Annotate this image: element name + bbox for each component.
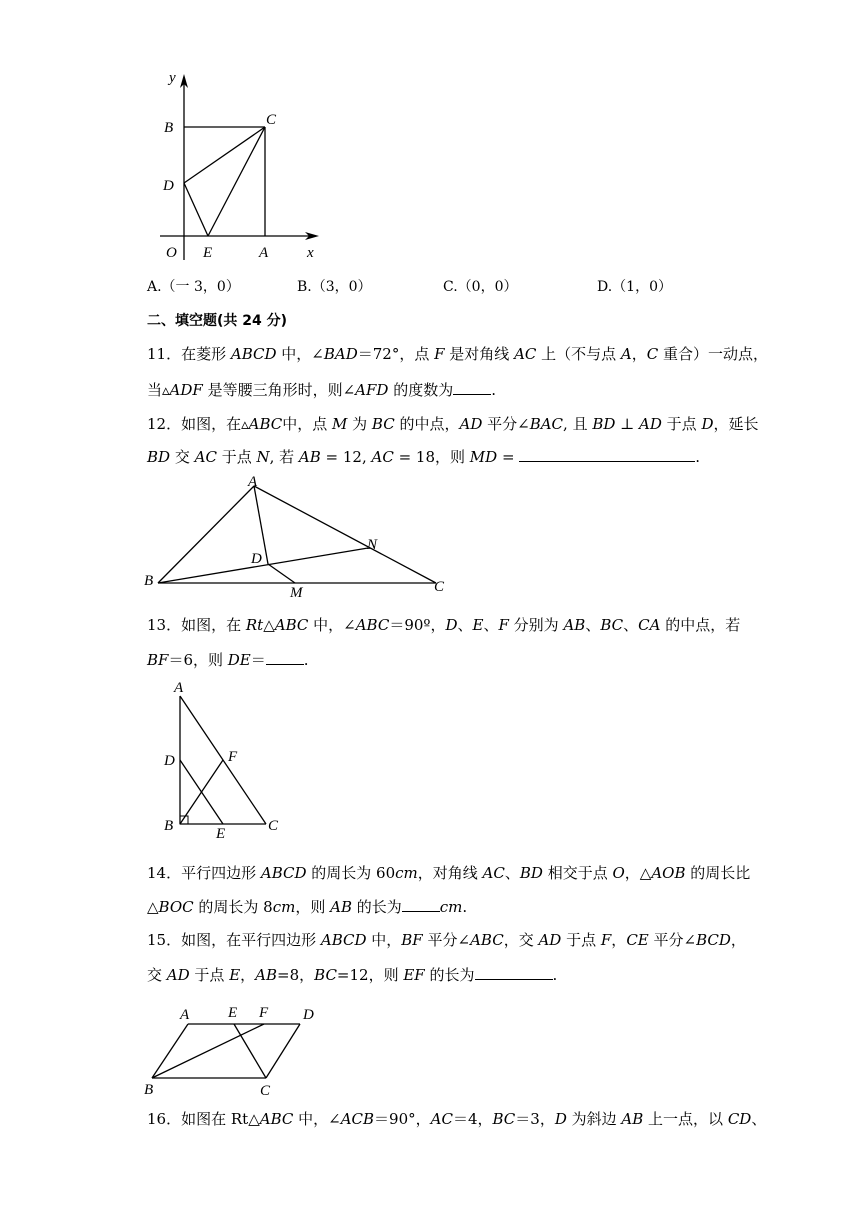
label-E: E (203, 245, 213, 261)
q13-line2: BF＝6，则 DE＝ . (147, 651, 309, 669)
q14-line2: △BOC 的周长为 8cm，则 AB 的长为 cm. (147, 898, 468, 916)
figure-q15 (140, 1000, 330, 1100)
label-E: E (228, 1005, 238, 1021)
label-x: x (307, 245, 314, 261)
q12-line1: 12．如图，在▵ABC中，点 M 为 BC 的中点，AD 平分∠BAC, 且 BD ⊥ AD 于点 D，延长 (147, 415, 759, 433)
label-B: B (144, 1082, 154, 1098)
q11-line2: 当▵ADF 是等腰三角形时，则∠AFD 的度数为 . (147, 381, 496, 399)
q11-line1: 11．在菱形 ABCD 中，∠BAD＝72°，点 F 是对角线 AC 上（不与点 A，C 重合）一动点， (147, 345, 769, 363)
label-B: B (164, 818, 174, 834)
q14-line1: 14．平行四边形 ABCD 的周长为 60cm，对角线 AC、BD 相交于点 O，△AOB 的周长比 (147, 864, 751, 882)
q11-answer-blank[interactable] (453, 380, 491, 395)
q13-answer-blank[interactable] (266, 650, 304, 665)
answer-options (147, 276, 707, 296)
label-y: y (169, 70, 176, 86)
label-C: C (434, 579, 445, 595)
label-A: A (180, 1007, 190, 1023)
q16-line1: 16．如图在 Rt△ABC 中，∠ACB＝90°，AC＝4，BC＝3，D 为斜边 AB 上一点，以 CD、 (147, 1110, 767, 1128)
label-C: C (266, 112, 277, 128)
option-a: A.（一 3，0） (147, 279, 240, 295)
label-O: O (166, 245, 177, 261)
label-A: A (248, 474, 258, 490)
q15-line2: 交 AD 于点 E，AB=8，BC=12，则 EF 的长为 . (147, 966, 558, 984)
label-B: B (164, 120, 174, 136)
label-C: C (260, 1083, 271, 1099)
label-C: C (268, 818, 279, 834)
label-D: D (164, 753, 175, 769)
q14-answer-blank[interactable] (402, 897, 440, 912)
option-b: B.（3，0） (297, 279, 372, 295)
figure-q12 (140, 472, 460, 600)
q12-answer-blank[interactable] (519, 447, 695, 462)
label-E: E (216, 826, 226, 841)
label-M: M (290, 585, 303, 600)
label-A: A (259, 245, 269, 261)
q15-answer-blank[interactable] (475, 965, 553, 980)
figure-q10 (155, 68, 335, 263)
figure-q13 (158, 676, 293, 841)
label-N: N (367, 537, 378, 553)
label-F: F (259, 1005, 269, 1021)
q12-line2: BD 交 AC 于点 N, 若 AB = 12, AC = 18，则 MD = . (147, 448, 701, 466)
option-d: D.（1，0） (597, 279, 672, 295)
label-D: D (251, 551, 262, 567)
option-c: C.（0，0） (443, 279, 518, 295)
q15-line1: 15．如图，在平行四边形 ABCD 中，BF 平分∠ABC，交 AD 于点 F，CE 平分∠BCD， (147, 931, 746, 949)
q13-line1: 13．如图，在 Rt△ABC 中，∠ABC＝90º，D、E、F 分别为 AB、BC、CA 的中点，若 (147, 616, 741, 634)
label-D: D (163, 178, 174, 194)
label-A: A (174, 680, 184, 696)
label-D: D (303, 1007, 314, 1023)
section-title: 二、填空题(共 24 分) (147, 313, 288, 329)
label-B: B (144, 573, 154, 589)
label-F: F (228, 749, 238, 765)
